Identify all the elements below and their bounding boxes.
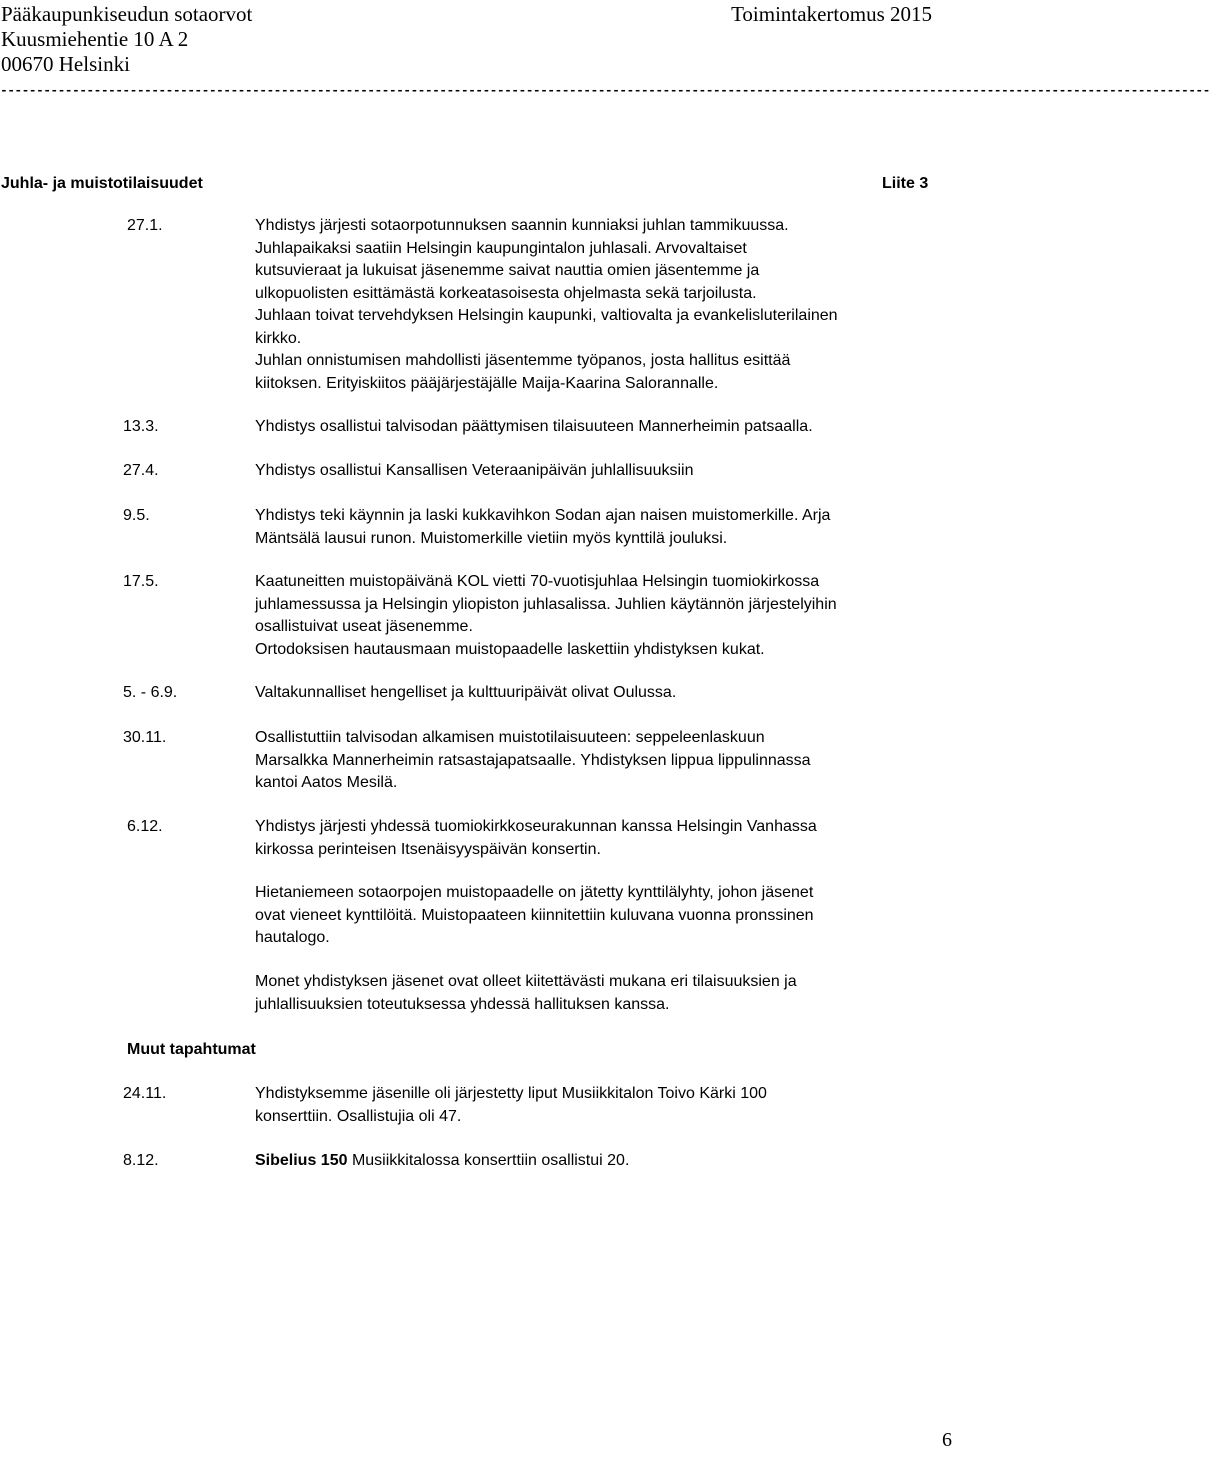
note-paragraph: Monet yhdistyksen jäsenet ovat olleet kiitettävästi mukana eri tilaisuuksien ja juhlallisuuksien toteutuksessa yhdessä hallituksen kanssa.	[255, 973, 797, 1013]
attachment-label: Liite 3	[882, 175, 929, 192]
postal-line: 00670 Helsinki	[1, 52, 130, 76]
event-highlight: Sibelius 150	[255, 1152, 348, 1169]
org-name: Pääkaupunkiseudun sotaorvot	[1, 2, 253, 26]
page-number: 6	[942, 1429, 952, 1451]
event-text: Valtakunnalliset hengelliset ja kulttuuripäivät olivat Oulussa.	[255, 684, 677, 701]
event-date: 17.5.	[123, 573, 159, 590]
event-date: 6.12.	[127, 818, 163, 835]
event-date: 9.5.	[123, 507, 150, 524]
other-section-title: Muut tapahtumat	[127, 1041, 256, 1058]
event-text: Yhdistys teki käynnin ja laski kukkavihkon Sodan ajan naisen muistomerkille. Arja Mäntsälä lausui runon. Muistomerkille vietiin myös kynttilä jouluksi.	[255, 507, 831, 547]
event-text: Yhdistyksemme jäsenille oli järjestetty liput Musiikkitalon Toivo Kärki 100 konserttiin. Osallistujia oli 47.	[255, 1085, 767, 1125]
section-title: Juhla- ja muistotilaisuudet	[1, 175, 203, 192]
event-date: 5. - 6.9.	[123, 684, 178, 701]
event-date: 24.11.	[123, 1085, 167, 1102]
report-title: Toimintakertomus 2015	[731, 2, 932, 26]
event-text: Yhdistys osallistui talvisodan päättymisen tilaisuuteen Mannerheimin patsaalla.	[255, 418, 813, 435]
event-date: 13.3.	[123, 418, 159, 435]
event-date: 30.11.	[123, 729, 167, 746]
event-text	[255, 1150, 960, 1173]
event-date: 27.1.	[127, 217, 163, 234]
event-text: Yhdistys järjesti sotaorpotunnuksen saannin kunniaksi juhlan tammikuussa. Juhlapaikaksi saatiin Helsingin kaupungintalon juhlasali. Arvovaltaiset kutsuvieraat ja lukuisat jäsenemme saivat nauttia omien jäsentemme ja ulkopuolisten esittämästä korkeatasoisesta ohjelmasta sekä tarjoilusta. Juhlaan toivat tervehdyksen Helsingin kaupunki, valtiovalta ja evankelisluterilainen kirkko. Juhlan onnistumisen mahdollisti jäsentemme työpanos, josta hallitus esittää kiitoksen. Erityiskiitos pääjärjestäjälle Maija-Kaarina Salorannalle.	[255, 217, 838, 392]
event-date: 27.4.	[123, 462, 159, 479]
event-text: Yhdistys osallistui Kansallisen Veteraanipäivän juhlallisuuksiin	[255, 462, 694, 479]
event-text: Yhdistys järjesti yhdessä tuomiokirkkoseurakunnan kanssa Helsingin Vanhassa kirkossa perinteisen Itsenäisyyspäivän konsertin.	[255, 818, 817, 858]
event-date: 8.12.	[123, 1152, 159, 1169]
note-paragraph: Hietaniemeen sotaorpojen muistopaadelle on jätetty kynttilälyhty, johon jäsenet ovat vieneet kynttilöitä. Muistopaateen kiinnitettiin kuluvana vuonna pronssinen hautalogo.	[255, 884, 814, 946]
address-line: Kuusmiehentie 10 A 2	[1, 27, 189, 51]
header-separator: ------------------------------------------------------------------------------------------------------------------------------------------------------------------------	[0, 83, 1210, 98]
event-text: Kaatuneitten muistopäivänä KOL vietti 70-vuotisjuhlaa Helsingin tuomiokirkossa juhlamessussa ja Helsingin yliopiston juhlasalissa. Juhlien käytännön järjestelyihin osallistuivat useat jäsenemme. Ortodoksisen hautausmaan muistopaadelle laskettiin yhdistyksen kukat.	[255, 573, 837, 658]
event-text-rest: Musiikkitalossa konserttiin osallistui 20.	[347, 1152, 630, 1169]
event-text: Osallistuttiin talvisodan alkamisen muistotilaisuuteen: seppeleenlaskuun Marsalkka Mannerheimin ratsastajapatsaalle. Yhdistyksen lippua lippulinnassa kantoi Aatos Mesilä.	[255, 729, 811, 791]
